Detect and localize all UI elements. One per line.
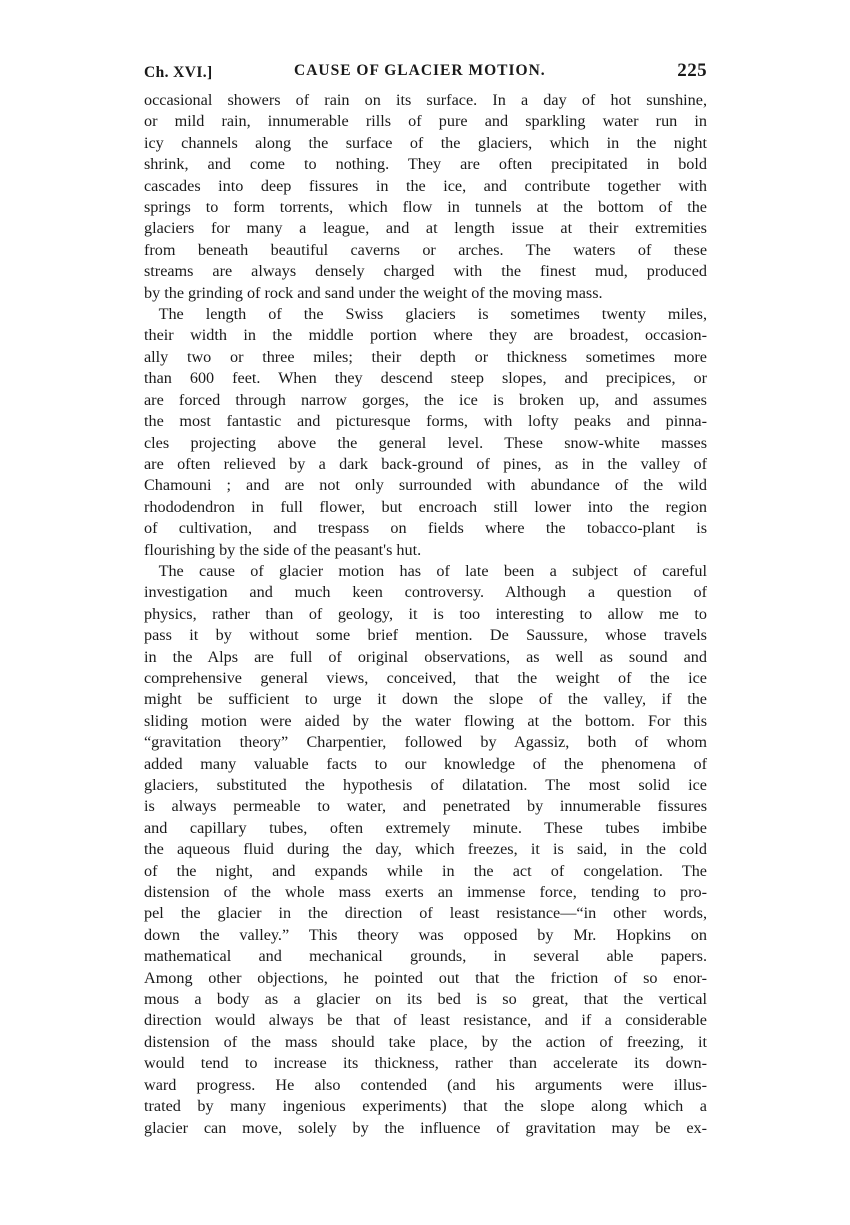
text-line: or mild rain, innumerable rills of pure and sparkling water run in	[144, 112, 707, 131]
text-line: ally two or three miles; their depth or thickness sometimes more	[144, 347, 707, 366]
text-line: of the night, and expands while in the act of congelation. The	[144, 861, 707, 880]
text-line: flourishing by the side of the peasant's hut.	[144, 540, 422, 559]
text-line: trated by many ingenious experiments) that the slope along which a	[144, 1097, 707, 1116]
text-line: Chamouni ; and are not only surrounded with abundance of the wild	[144, 476, 707, 495]
text-line: sliding motion were aided by the water flowing at the bottom. For this	[144, 711, 707, 730]
text-line: “gravitation theory” Charpentier, followed by Agassiz, both of whom	[144, 733, 707, 752]
text-line: the most fantastic and picturesque forms, with lofty peaks and pinna-	[144, 412, 707, 431]
text-line: icy channels along the surface of the glaciers, which in the night	[144, 133, 707, 152]
text-line: The length of the Swiss glaciers is sometimes twenty miles,	[158, 305, 707, 324]
text-line: the aqueous fluid during the day, which freezes, it is said, in the cold	[144, 840, 707, 859]
running-title: CAUSE OF GLACIER MOTION.	[294, 62, 546, 79]
text-line: distension of the mass should take place, by the action of freezing, it	[144, 1032, 707, 1051]
paragraph	[144, 561, 707, 1139]
text-line: than 600 feet. When they descend steep slopes, and precipices, or	[144, 369, 707, 388]
text-line: might be sufficient to urge it down the slope of the valley, if the	[144, 690, 707, 709]
text-line: in the Alps are full of original observations, as well as sound and	[144, 647, 707, 666]
paragraph	[144, 90, 707, 304]
text-line: shrink, and come to nothing. They are often precipitated in bold	[144, 155, 707, 174]
text-line: glaciers, substituted the hypothesis of dilatation. The most solid ice	[144, 776, 707, 794]
text-line: occasional showers of rain on its surface. In a day of hot sunshine,	[144, 91, 707, 109]
text-line: of cultivation, and trespass on fields where the tobacco-plant is	[144, 519, 707, 538]
text-line: down the valley.” This theory was opposed by Mr. Hopkins on	[144, 925, 707, 944]
text-line: Among other objections, he pointed out that the friction of so enor-	[144, 968, 707, 987]
text-line: springs to form torrents, which flow in tunnels at the bottom of the	[144, 198, 707, 217]
text-line: would tend to increase its thickness, rather than accelerate its down-	[144, 1054, 707, 1073]
text-line: pel the glacier in the direction of least resistance—“in other words,	[144, 904, 707, 923]
text-line: are forced through narrow gorges, the ice is broken up, and assumes	[144, 390, 707, 409]
text-line: mathematical and mechanical grounds, in several able papers.	[144, 947, 707, 966]
text-line: are often relieved by a dark back-ground of pines, as in the valley of	[144, 454, 707, 473]
paragraph	[144, 304, 707, 561]
page-number: 225	[677, 60, 707, 81]
text-line: mous a body as a glacier on its bed is so great, that the vertical	[144, 990, 707, 1009]
text-line: direction would always be that of least resistance, and if a considerable	[144, 1011, 707, 1030]
text-line: from beneath beautiful caverns or arches. The waters of these	[144, 240, 707, 259]
text-line: and capillary tubes, often extremely minute. These tubes imbibe	[144, 818, 707, 837]
text-line: by the grinding of rock and sand under the weight of the moving mass.	[144, 283, 603, 302]
text-line: distension of the whole mass exerts an immense force, tending to pro-	[144, 883, 707, 902]
text-line: pass it by without some brief mention. De Saussure, whose travels	[144, 626, 707, 645]
book-page	[144, 56, 707, 1139]
body-text	[144, 90, 707, 1139]
text-line: ward progress. He also contended (and his arguments were illus-	[144, 1075, 707, 1094]
text-line: investigation and much keen controversy. Although a question of	[144, 583, 707, 602]
text-line: is always permeable to water, and penetrated by innumerable fissures	[144, 797, 707, 816]
text-line: The cause of glacier motion has of late been a subject of careful	[158, 561, 707, 580]
text-line: cascades into deep fissures in the ice, and contribute together with	[144, 176, 707, 195]
chapter-label: Ch. XVI.]	[144, 64, 213, 81]
text-line: cles projecting above the general level. These snow-white masses	[144, 433, 707, 452]
text-line: glacier can move, solely by the influence of gravitation may be ex-	[144, 1118, 707, 1137]
text-line: streams are always densely charged with the finest mud, produced	[144, 262, 707, 281]
running-head	[144, 56, 707, 86]
text-line: rhododendron in full flower, but encroach still lower into the region	[144, 497, 707, 516]
text-line: physics, rather than of geology, it is too interesting to allow me to	[144, 604, 707, 623]
text-line: glaciers for many a league, and at length issue at their extremities	[144, 219, 707, 238]
text-line: comprehensive general views, conceived, that the weight of the ice	[144, 668, 707, 687]
text-line: added many valuable facts to our knowledge of the phenomena of	[144, 754, 707, 773]
text-line: their width in the middle portion where they are broadest, occasion-	[144, 326, 707, 345]
